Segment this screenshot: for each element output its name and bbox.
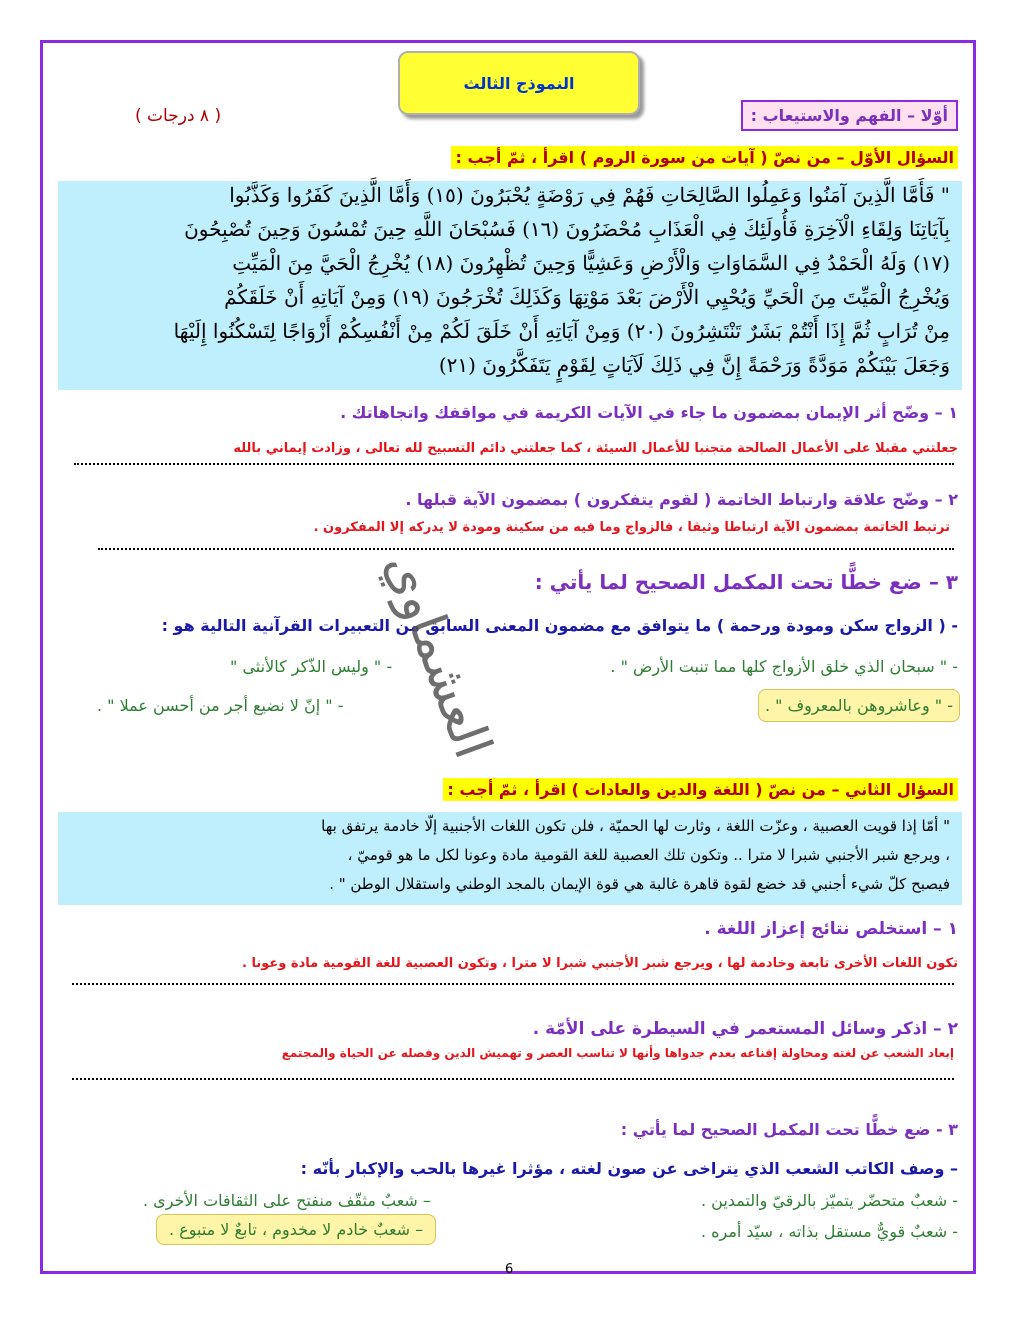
q1-option-d[interactable]: - " إنّ لا نضيع أجر من أحسن عملا " .: [97, 696, 344, 715]
answer-line: [72, 1078, 954, 1080]
answer-line: [72, 983, 954, 985]
q1-option-a[interactable]: - " سبحان الذي خلق الأزواج كلها مما تنبت الأرض " .: [610, 657, 958, 676]
q2-item2-question: ٢ – اذكر وسائل المستعمر في السيطرة على الأمّة .: [532, 1019, 958, 1039]
q1-item2-question: ٢ – وضّح علاقة وارتباط الخاتمة ( لقوم يتفكرون ) بمضمون الآية قبلها .: [405, 490, 958, 509]
q1-item2-answer: ترتبط الخاتمة بمضمون الآية ارتباطا وثيقا ، فالزواج وما فيه من سكينة ومودة لا يدركه إلا المفكرون .: [313, 520, 950, 535]
q2-heading: السؤال الثاني – من نصّ ( اللغة والدين والعادات ) اقرأ ، ثمّ أجب :: [443, 778, 958, 801]
q2-item1-answer: تكون اللغات الأخرى تابعة وخادمة لها ، ويرجع شبر الأجنبي شبرا لا مترا ، وتكون العصبية للغة القومية مادة وعونا .: [242, 956, 958, 971]
watermark-signature: العشماوي: [373, 545, 504, 767]
q1-item3-stem: - ( الزواج سكن ومودة ورحمة ) ما يتوافق مع مضمون المعنى السابق من التعبيرات القرآنية التالية هو :: [161, 616, 958, 635]
verse-line: " فَأَمَّا الَّذِينَ آمَنُوا وَعَمِلُوا الصَّالِحَاتِ فَهُمْ فِي رَوْضَةٍ يُحْبَرُونَ (١٥) وَأَمَّا الَّذِينَ كَفَرُوا وَكَذَّبُوا: [229, 183, 950, 207]
q2-item1-question: ١ – استخلص نتائج إعزاز اللغة .: [704, 919, 958, 939]
part1-heading: أوّلا – الفهم والاستيعاب :: [741, 100, 958, 131]
q1-option-c-selected[interactable]: - " وعاشروهن بالمعروف " .: [758, 689, 960, 722]
model-title-box: [398, 51, 640, 115]
q1-item1-question: ١ – وضّح أثر الإيمان بمضمون ما جاء في الآيات الكريمة في مواقفك واتجاهاتك .: [340, 403, 958, 422]
q2-option-c[interactable]: - شعبٌ قويٌّ مستقل بذاته ، سيّد أمره .: [700, 1222, 958, 1241]
verse-line: مِنْ تُرَابٍ ثُمَّ إِذَا أَنْتُمْ بَشَرٌ تَنْتَشِرُونَ (٢٠) وَمِنْ آيَاتِهِ أَنْ خَلَقَ لَكُمْ مِنْ أَنْفُسِكُمْ أَزْوَاجًا لِتَسْكُنُوا إِلَيْهَا: [173, 319, 950, 343]
passage-line: ، ويرجع شبر الأجنبي شبرا لا مترا .. وتكون تلك العصبية للغة القومية مادة وعونا لكل ما هو قوميّ ،: [347, 846, 950, 864]
q1-item1-answer: جعلتني مقبلا على الأعمال الصالحة متجنبا للأعمال السيئة ، كما جعلتني دائم التسبيح لله تعالى ، وزادت إيماني بالله: [233, 441, 958, 456]
q2-item2-answer: إبعاد الشعب عن لغته ومحاولة إقناعه بعدم جدواها وأنها لا تناسب العصر و تهميش الدين وفصله عن الحياة والمجتمع: [281, 1046, 954, 1060]
q2-option-a[interactable]: - شعبٌ متحضّر يتميّز بالرقيّ والتمدين .: [701, 1191, 958, 1210]
quran-passage: [58, 181, 962, 390]
q2-passage: [58, 812, 962, 905]
answer-line: [74, 463, 954, 465]
q2-option-d-selected[interactable]: – شعبٌ خادم لا مخدوم ، تابعٌ لا متبوع .: [156, 1214, 436, 1245]
grade-label: ( ٨ درجات ): [135, 106, 222, 126]
q2-item3-heading: ٣ - ضع خطًّا تحت المكمل الصحيح لما يأتي :: [620, 1120, 958, 1139]
q1-heading: السؤال الأوّل – من نصّ ( آيات من سورة الروم ) اقرأ ، ثمّ أجب :: [451, 146, 958, 169]
verse-line: وَيُخْرِجُ الْمَيِّتَ مِنَ الْحَيِّ وَيُحْيِي الْأَرْضَ بَعْدَ مَوْتِهَا وَكَذَلِكَ تُخْرَجُونَ (١٩) وَمِنْ آيَاتِهِ أَنْ خَلَقَكُمْ: [224, 285, 950, 309]
q2-item3-stem: – وصف الكاتب الشعب الذي يتراخى عن صون لغته ، مؤثرا غيرها بالحب والإكبار بأنّه :: [300, 1159, 958, 1178]
answer-line: [98, 548, 954, 550]
q1-option-b[interactable]: - " وليس الذّكر كالأنثى ": [230, 657, 393, 676]
verse-line: وَجَعَلَ بَيْنَكُمْ مَوَدَّةً وَرَحْمَةً إِنَّ فِي ذَلِكَ لَآيَاتٍ لِقَوْمٍ يَتَفَكَّرُونَ (٢١): [438, 353, 950, 377]
passage-line: فيصبح كلّ شيء أجنبي قد خضع لقوة قاهرة غالبة هي قوة الإيمان بالمجد الوطني واستقلال الوطن " .: [329, 875, 950, 893]
verse-line: (١٧) وَلَهُ الْحَمْدُ فِي السَّمَاوَاتِ وَالْأَرْضِ وَعَشِيًّا وَحِينَ تُظْهِرُونَ (١٨) يُخْرِجُ الْحَيَّ مِنَ الْمَيِّتِ: [232, 251, 950, 275]
q2-option-b[interactable]: – شعبٌ مثقّف منفتح على الثقافات الأخرى .: [143, 1191, 431, 1210]
passage-line: " أمّا إذا قويت العصبية ، وعزّت اللغة ، وثارت لها الحميّة ، فلن تكون اللغات الأجنبية إلّا خادمة يرتفق بها: [321, 817, 950, 835]
model-title: النموذج الثالث: [463, 73, 575, 93]
q1-item3-heading: ٣ – ضع خطًّا تحت المكمل الصحيح لما يأتي :: [534, 570, 958, 594]
page-number: 6: [505, 1262, 514, 1277]
verse-line: بِآيَاتِنَا وَلِقَاءِ الْآخِرَةِ فَأُولَئِكَ فِي الْعَذَابِ مُحْضَرُونَ (١٦) فَسُبْحَانَ اللَّهِ حِينَ تُمْسُونَ وَحِينَ تُصْبِحُونَ: [184, 217, 950, 241]
